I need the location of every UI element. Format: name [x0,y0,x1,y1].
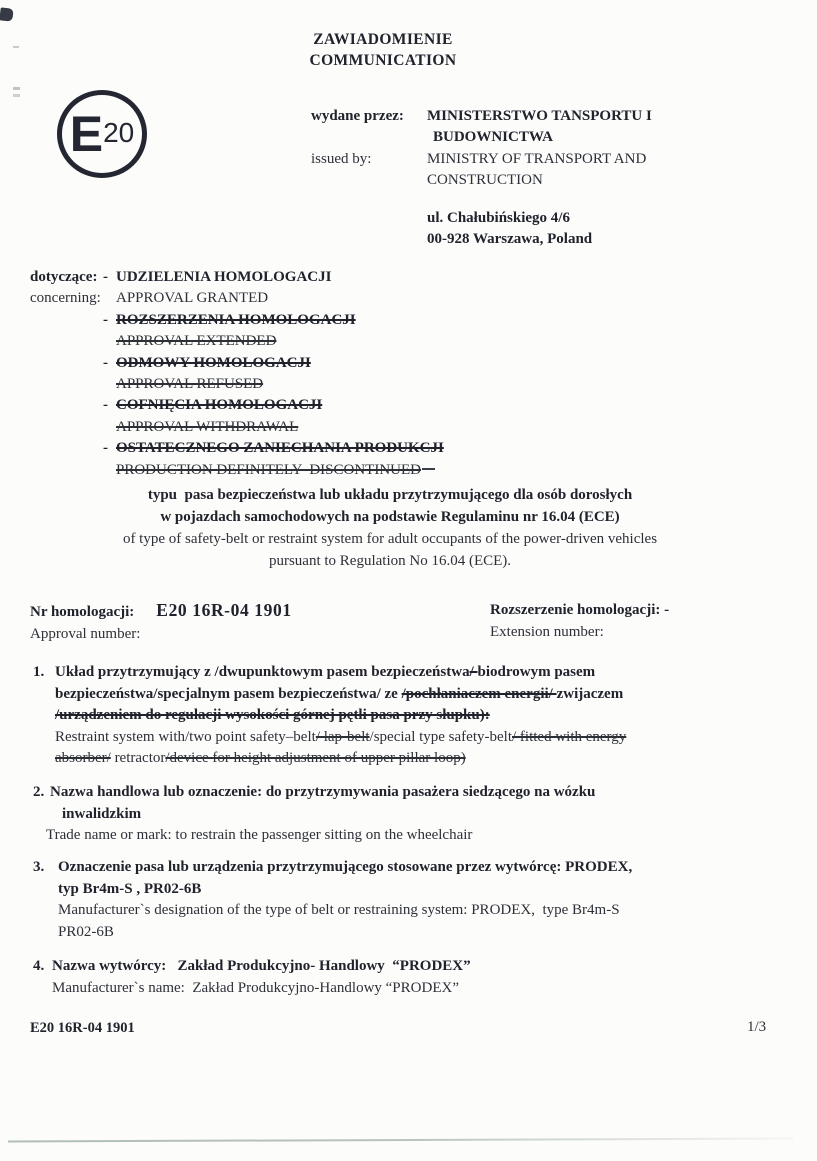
e-mark-letter: E [69,106,104,162]
subject-pl-line1: typu pasa bezpieczeństwa lub układu przytrzymującego dla osób dorosłych [147,487,633,503]
item-dash: - [103,397,108,414]
concerning-item-en: APPROVAL GRANTED [116,290,269,307]
item-line: typ Br4m-S , PR02-6B [58,880,202,897]
title-english: COMMUNICATION [309,52,457,69]
item-number: 2. [33,784,45,800]
item-line: Nazwa wytwórcy: Zakład Produkcyjno- Handlowy “PRODEX” [52,958,471,974]
item-dash: - [103,269,108,285]
item-line: Restraint system with/two point safety–belt/ lap-belt/special type safety-belt/ fitted with energy [55,728,627,745]
footer-page-number: 1/3 [747,1019,767,1035]
numbered-item-3 [33,857,799,943]
item-line: PR02-6B [58,923,114,940]
numbered-item-4 [33,956,799,999]
item-line: /urządzeniem do regulacji wysokości górnej pętli pasa przy słupku): [55,707,490,723]
item-line: Trade name or mark: to restrain the passenger sitting on the wheelchair [46,827,473,843]
item-line: Oznaczenie pasa lub urządzenia przytrzymującego stosowane przez wytwórcę: PRODEX, [58,859,633,875]
concerning-item-pl: - COFNIĘCIA HOMOLOGACJI [103,395,770,416]
e-mark-number: 20 [103,117,135,148]
issuer-name-pl-line1: MINISTERSTWO TANSPORTU I [427,108,652,124]
concerning-block [30,267,770,481]
concerning-item-en: APPROVAL EXTENDED [116,333,277,350]
issuer-address-line2: 00-928 Warszawa, Poland [427,231,593,247]
document-title-block [0,29,766,71]
item-number: 3. [33,859,45,875]
strike-overshoot [422,468,435,470]
item-dash: - [103,311,108,328]
item-line: Manufacturer`s designation of the type of belt or restraining system: PRODEX, type Br4m-S [58,902,620,918]
issuer-name-en-line1: MINISTRY OF TRANSPORT AND [427,151,647,167]
subject-en-line2: pursuant to Regulation No 16.04 (ECE). [268,553,512,569]
subject-en-line1: of type of safety-belt or restraint system for adult occupants of the power-driven vehicles [122,531,658,547]
issued-by-label-en: issued by: [311,151,372,167]
item-line: Nazwa handlowa lub oznaczenie: do przytrzymywania pasażera siedzącego na wózku [50,784,596,800]
e20-approval-mark [57,90,147,178]
item-line: absorber/ retractor/device for height adjustment of upper pillar loop) [55,750,466,766]
item-line: bezpieczeństwa/specjalnym pasem bezpieczeństwa/ ze /pochłaniaczem energii/ zwijaczem [55,685,624,702]
approval-number-label-en: Approval number: [30,625,141,642]
scan-artifact-bottom-line [8,1137,794,1142]
concerning-item-en: APPROVAL WITHDRAWAL [116,418,299,435]
concerning-label-pl: dotyczące: [30,269,98,285]
item-line: Manufacturer`s name: Zakład Produkcyjno-Handlowy “PRODEX” [52,979,459,996]
concerning-label-en: concerning: [30,290,101,307]
subject-pl-line2: w pojazdach samochodowych na podstawie Regulaminu nr 16.04 (ECE) [160,509,620,525]
concerning-item-en: PRODUCTION DEFINITELY DISCONTINUED [103,460,770,481]
item-number: 4. [33,958,45,974]
extension-number-block [490,600,669,643]
scan-speck-corner [0,7,14,21]
numbered-item-1 [33,662,799,770]
numbered-item-2 [33,782,799,847]
scan-speck-colon [13,87,20,97]
item-dash: - [103,440,108,457]
title-polish: ZAWIADOMIENIE [313,31,453,48]
approval-number-block [30,600,292,645]
item-line: inwalidzkim [62,805,142,822]
footer-approval-number: E20 16R-04 1901 [30,1020,135,1036]
subject-paragraph [0,484,780,572]
item-dash: - [103,354,108,371]
issued-by-label-pl: wydane przez: [311,108,404,124]
concerning-item-en: APPROVAL REFUSED [116,376,264,393]
approval-number-label-pl: Nr homologacji: [30,604,135,620]
concerning-item-pl: - OSTATECZNEGO ZANIECHANIA PRODUKCJI [103,438,770,459]
issuer-name-pl-line2: BUDOWNICTWA [433,129,554,145]
concerning-item-pl: - UDZIELENIA HOMOLOGACJI [103,267,770,288]
concerning-item-pl: - ROZSZERZENIA HOMOLOGACJI [103,310,770,331]
extension-label-pl: Rozszerzenie homologacji: - [490,602,670,618]
issuer-address-line1: ul. Chałubińskiego 4/6 [427,210,570,226]
extension-label-en: Extension number: [490,623,604,640]
concerning-item-pl: - ODMOWY HOMOLOGACJI [103,353,770,374]
item-line: Układ przytrzymujący z /dwupunktowym pasem bezpieczeństwa/ biodrowym pasem [55,664,596,680]
approval-number-value: E20 16R-04 1901 [156,600,292,620]
item-number: 1. [33,664,45,680]
issuer-name-en-line2: CONSTRUCTION [427,172,543,188]
